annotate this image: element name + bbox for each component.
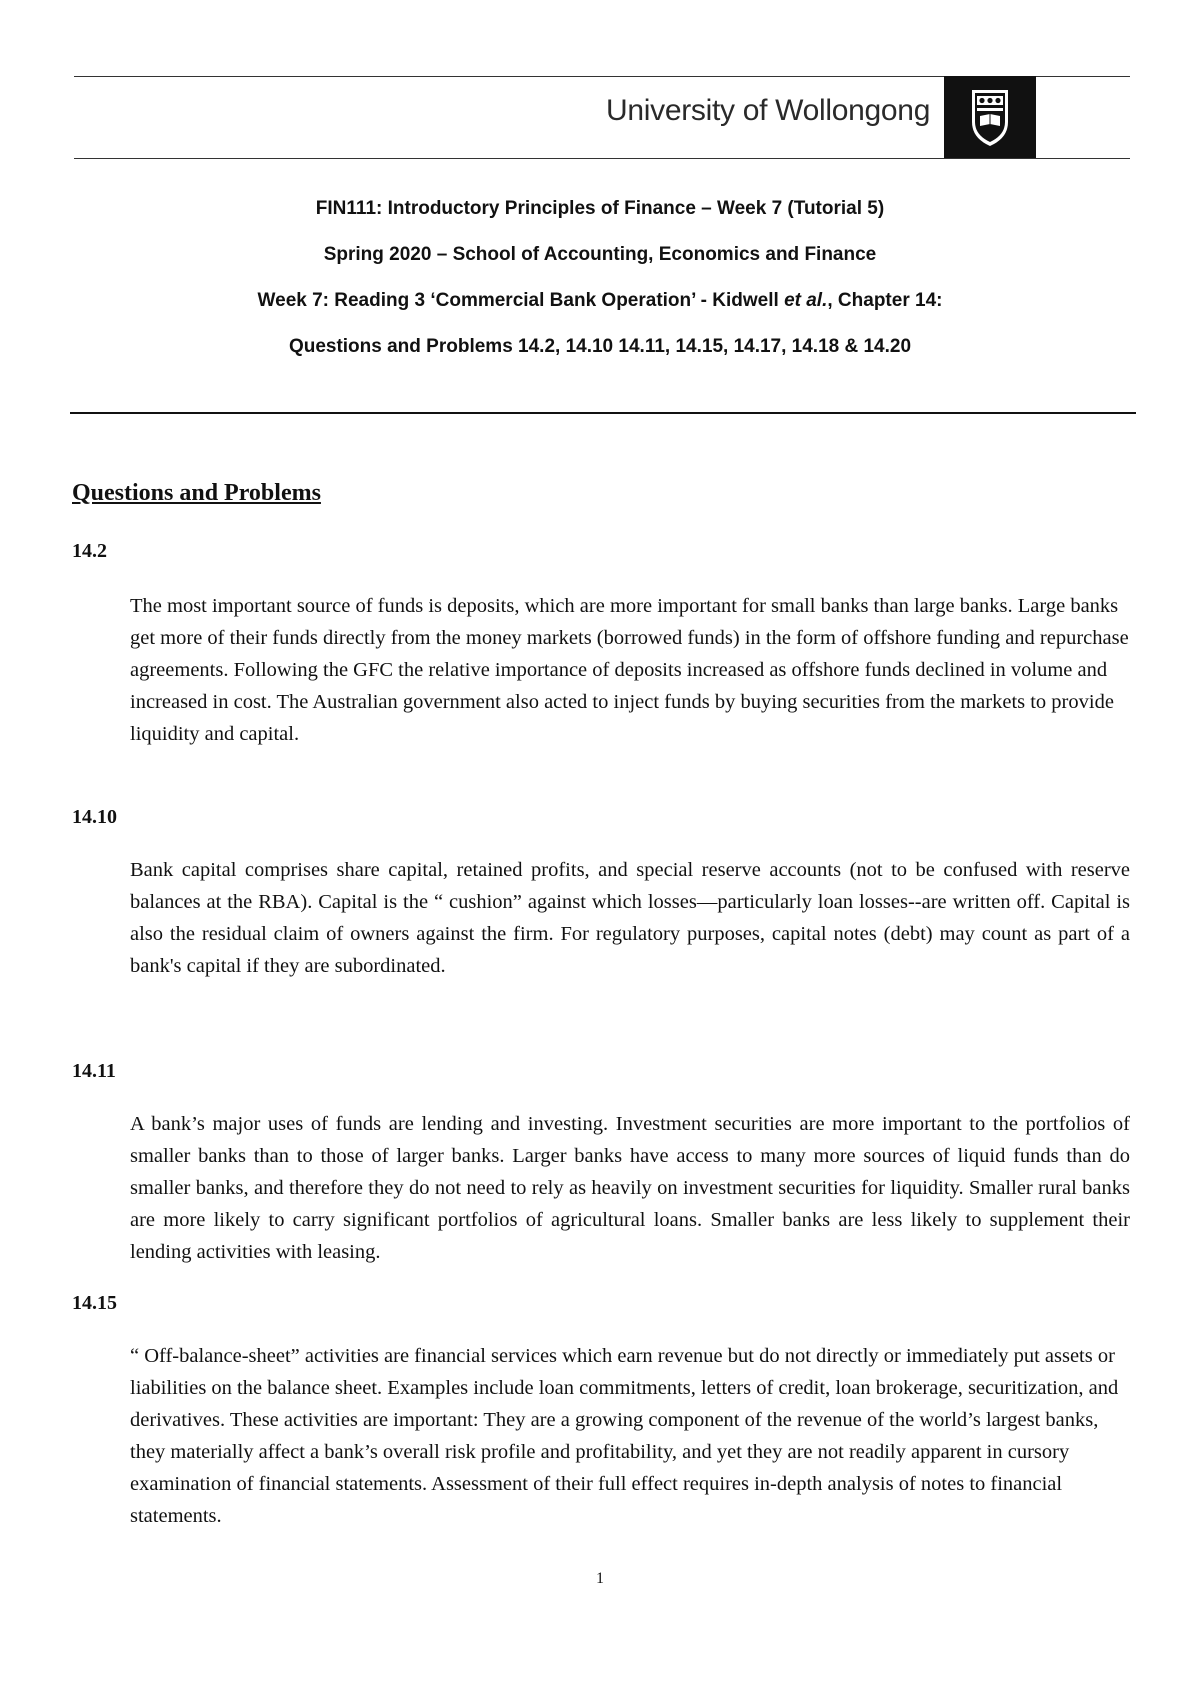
question-answer: The most important source of funds is deposits, which are more important for small banks than large banks. Large banks get more of their funds directly from the money markets (borrowed funds) in the form of offshore funding and repurchase agreements. Following the GFC the relative importance of deposits increased as offshore funds declined in volume and increased in cost. The Australian government also acted to inject funds by buying securities from the markets to provide liquidity and capital. [130,595,1129,745]
question-number: 14.11 [72,1060,116,1082]
reading-line-chapter: , Chapter 14: [827,290,943,311]
university-crest-icon [944,76,1036,158]
section-heading: Questions and Problems [72,480,321,506]
university-name: University of Wollongong [606,94,931,127]
title-divider [70,412,1136,414]
question-answer: “ Off-balance-sheet” activities are financial services which earn revenue but do not directly or immediately put assets or liabilities on the balance sheet. Examples include loan commitments, letters of credit, loan brokerage, securitization, and derivatives. These activities are important: They are a growing component of the revenue of the world’s largest banks, they materially affect a bank’s overall risk profile and profitability, and yet they are not readily apparent in cursory examination of financial statements. Assessment of their full effect requires in-depth analysis of notes to financial statements. [130,1345,1119,1527]
question-answer: Bank capital comprises share capital, retained profits, and special reserve accounts (not to be confused with reserve balances at the RBA). Capital is the “ cushion” against which losses—particularly loan losses--are written off. Capital is also the residual claim of owners against the firm. For regulatory purposes, capital notes (debt) may count as part of a bank's capital if they are subordinated. [130,859,1130,977]
question-number: 14.15 [72,1292,117,1314]
question-number: 14.2 [72,540,107,562]
question-answer: A bank’s major uses of funds are lending and investing. Investment securities are more important to the portfolios of smaller banks than to those of larger banks. Larger banks have access to many more sources of liquid funds than do smaller banks, and therefore they do not need to rely as heavily on investment securities for liquidity. Smaller rural banks are more likely to carry significant portfolios of agricultural loans. Smaller banks are less likely to supplement their lending activities with leasing. [130,1113,1130,1263]
reading-line [0,278,1200,324]
page-number: 1 [596,1570,604,1587]
document-title-block [0,186,1200,370]
reading-line-emphasis: et al. [784,290,828,311]
reading-line-text: Week 7: Reading 3 ‘Commercial Bank Operation’ - Kidwell [257,290,785,311]
problems-list-line: Questions and Problems 14.2, 14.10 14.11, 14.15, 14.17, 14.18 & 14.20 [288,336,912,357]
question-number: 14.10 [72,806,117,828]
header-bottom-rule [74,158,1130,159]
semester-line: Spring 2020 – School of Accounting, Economics and Finance [323,244,877,265]
course-title: FIN111: Introductory Principles of Finance – Week 7 (Tutorial 5) [315,198,885,219]
